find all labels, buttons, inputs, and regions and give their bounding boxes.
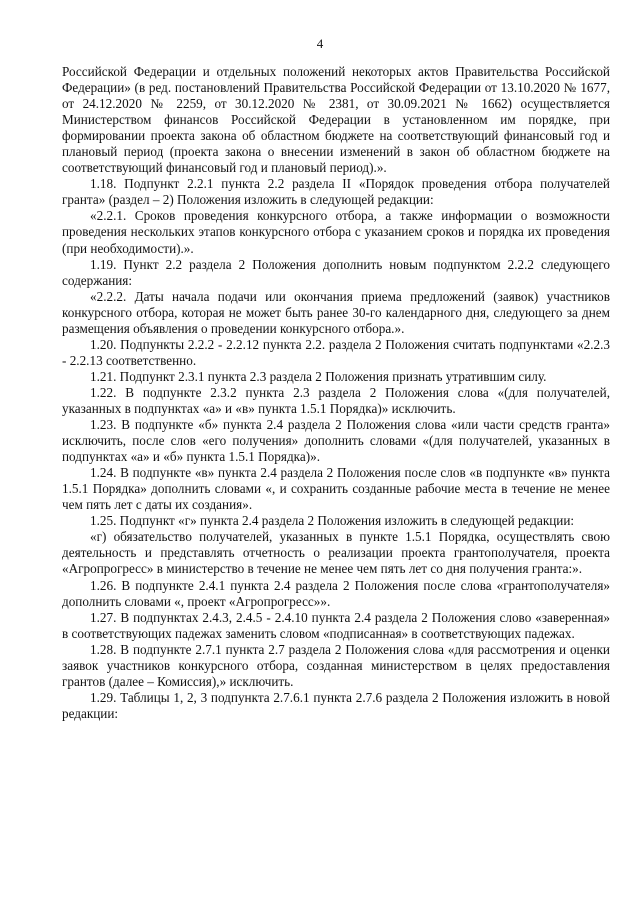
paragraph-1-18: 1.18. Подпункт 2.2.1 пункта 2.2 раздела II «Порядок проведения отбора получателей гранта» (раздел – 2) Положения изложить в следующей редакции: — [62, 176, 610, 208]
paragraph-1-23: 1.23. В подпункте «б» пункта 2.4 раздела 2 Положения слова «или части средств гранта» исключить, после слов «его получения» дополнить словами «(для получателей, указанных в подпунктах «а» и «б» пункта 1.5.1 Порядка)». — [62, 417, 610, 465]
paragraph-1-27: 1.27. В подпунктах 2.4.3, 2.4.5 - 2.4.10 пункта 2.4 раздела 2 Положения слово «заверенная» в соответствующих падежах заменить словом «подписанная» в соответствующих падежах. — [62, 609, 610, 641]
document-body — [62, 64, 610, 722]
paragraph-1-29: 1.29. Таблицы 1, 2, 3 подпункта 2.7.6.1 пункта 2.7.6 раздела 2 Положения изложить в новой редакции: — [62, 689, 610, 721]
paragraph-quote-g: «г) обязательство получателей, указанных в пункте 1.5.1 Порядка, осуществлять свою деятельность и представлять отчетность о реализации проекта грантополучателя, проекта «Агропрогресс» в министерство в течение не менее чем пять лет со дня получения гранта:». — [62, 529, 610, 577]
paragraph-1-26: 1.26. В подпункте 2.4.1 пункта 2.4 раздела 2 Положения после слова «грантополучателя» дополнить словами «, проект «Агропрогресс»». — [62, 577, 610, 609]
paragraph-1-24: 1.24. В подпункте «в» пункта 2.4 раздела 2 Положения после слов «в подпункте «в» пункта 1.5.1 Порядка» дополнить словами «, и сохранить созданные рабочие места в течение не менее чем пять лет с даты их создания». — [62, 465, 610, 513]
paragraph-1-28: 1.28. В подпункте 2.7.1 пункта 2.7 раздела 2 Положения слова «для рассмотрения и оценки заявок участников конкурсного отбора, созданная министерством в целях предоставления грантов (далее – Комиссия),» исключить. — [62, 641, 610, 689]
paragraph-quote-2-2-2: «2.2.2. Даты начала подачи или окончания приема предложений (заявок) участников конкурсного отбора, которая не может быть ранее 30-го календарного дня, следующего за днем размещения объявления о проведении конкурсного отбора.». — [62, 288, 610, 336]
paragraph-1-20: 1.20. Подпункты 2.2.2 - 2.2.12 пункта 2.2. раздела 2 Положения считать подпунктами «2.2.3 - 2.2.13 соответственно. — [62, 336, 610, 368]
paragraph-1-22: 1.22. В подпункте 2.3.2 пункта 2.3 раздела 2 Положения слова «(для получателей, указанных в подпунктах «а» и «в» пункта 1.5.1 Порядка)» исключить. — [62, 384, 610, 416]
paragraph-1-19: 1.19. Пункт 2.2 раздела 2 Положения дополнить новым подпунктом 2.2.2 следующего содержания: — [62, 256, 610, 288]
paragraph-continuation: Российской Федерации и отдельных положений некоторых актов Правительства Российской Федерации» (в ред. постановлений Правительства Российской Федерации от 13.10.2020 № 1677, от 24.12.2020 № 2259, от 30.12.2020 № 2381, от 30.09.2021 № 1662) осуществляется Министерством финансов Российской Федерации в установленном им порядке, при формировании проекта закона об областном бюджете на соответствующий финансовый год и плановый период (проекта закона о внесении изменений в закон об областном бюджете на соответствующий финансовый год и плановый период).». — [62, 64, 610, 176]
paragraph-1-25: 1.25. Подпункт «г» пункта 2.4 раздела 2 Положения изложить в следующей редакции: — [90, 513, 575, 529]
paragraph-1-21: 1.21. Подпункт 2.3.1 пункта 2.3 раздела 2 Положения признать утратившим силу. — [90, 368, 547, 384]
paragraph-quote-2-2-1: «2.2.1. Сроков проведения конкурсного отбора, а также информации о возможности проведения нескольких этапов конкурсного отбора с указанием сроков и порядка их проведения (при необходимости).». — [62, 208, 610, 256]
page-number: 4 — [316, 36, 324, 51]
